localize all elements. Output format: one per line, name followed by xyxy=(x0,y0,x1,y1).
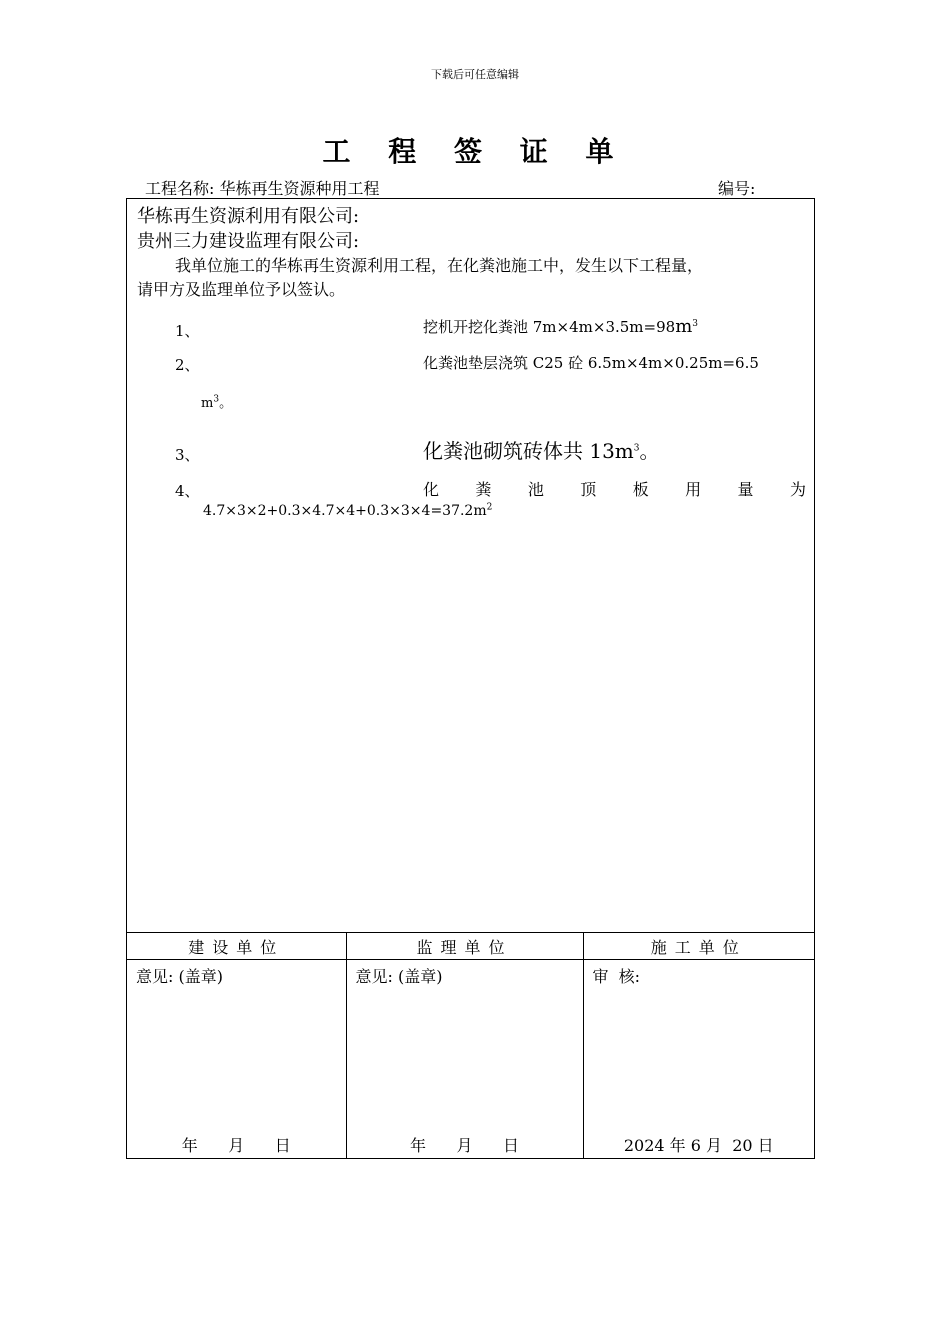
item-text: 挖机开挖化粪池 7m×4m×3.5m=98 xyxy=(423,318,676,336)
item-number: 2、 xyxy=(175,356,200,374)
item-text: 化粪池砌筑砖体共 13m xyxy=(423,439,634,463)
header-construction-unit: 施工单位 xyxy=(583,933,814,960)
project-name: 工程名称: 华栋再生资源种用工程 xyxy=(145,179,380,198)
item-superscript: 3 xyxy=(633,443,640,454)
item-tail: 。 xyxy=(639,439,660,463)
item-char: 量 xyxy=(737,480,754,499)
item-char: 池 xyxy=(527,480,544,499)
signature-header-row xyxy=(127,933,814,960)
item-superscript: 3 xyxy=(213,394,220,405)
item-superscript: 2 xyxy=(486,502,493,513)
opinion-label: 意见: (盖章) xyxy=(355,967,443,986)
item-char: 粪 xyxy=(475,480,492,499)
document-title: 工 程 签 证 单 xyxy=(322,135,628,168)
item-char: 用 xyxy=(685,480,702,499)
item-number: 1、 xyxy=(175,322,200,340)
date-line: 年 月 日 xyxy=(181,1136,291,1155)
visa-form-box xyxy=(126,198,815,1159)
item-tail: 。 xyxy=(219,396,233,411)
header-note: 下载后可任意编辑 xyxy=(431,68,519,81)
item-char: 顶 xyxy=(580,480,597,499)
item-formula: 4.7×3×2+0.3×4.7×4+0.3×3×4=37.2m xyxy=(203,503,487,519)
item-2-continuation xyxy=(201,392,232,411)
header-owner-unit: 建设单位 xyxy=(127,933,346,960)
item-2-text: 化粪池垫层浇筑 C25 砼 6.5m×4m×0.25m=6.5 xyxy=(423,354,759,372)
item-3-text xyxy=(423,435,660,464)
intro-line-1: 我单位施工的华栋再生资源利用工程，在化粪池施工中，发生以下工程量， xyxy=(175,256,704,275)
opinion-label: 意见: (盖章) xyxy=(136,967,223,986)
date-line: 年 月 日 xyxy=(409,1136,520,1155)
intro-line-2: 请甲方及监理单位予以签认。 xyxy=(137,280,346,299)
item-char: 为 xyxy=(789,480,806,499)
addressee-owner: 华栋再生资源利用有限公司: xyxy=(137,206,360,227)
signature-table xyxy=(127,932,814,1158)
item-number: 3、 xyxy=(175,446,200,464)
item-1-text xyxy=(423,316,698,337)
item-superscript: 3 xyxy=(692,319,698,329)
item-number: 4、 xyxy=(175,482,200,500)
item-char: 板 xyxy=(632,480,649,499)
item-unit: m xyxy=(201,396,214,411)
item-4-continuation xyxy=(203,503,492,519)
header-supervision-unit: 监理单位 xyxy=(346,933,583,960)
addressee-supervisor: 贵州三力建设监理有限公司: xyxy=(137,231,360,252)
review-label: 审 核: xyxy=(592,967,641,986)
item-unit: m xyxy=(675,316,693,337)
contractor-review-cell xyxy=(583,960,814,1159)
signature-body-row xyxy=(127,960,814,1159)
item-4-text xyxy=(423,477,806,500)
date-line: 2024 年 6 月 20 日 xyxy=(623,1136,774,1155)
number-label: 编号: xyxy=(718,179,756,198)
item-char: 化 xyxy=(423,480,440,499)
owner-opinion-cell xyxy=(127,960,346,1159)
supervisor-opinion-cell xyxy=(346,960,583,1159)
